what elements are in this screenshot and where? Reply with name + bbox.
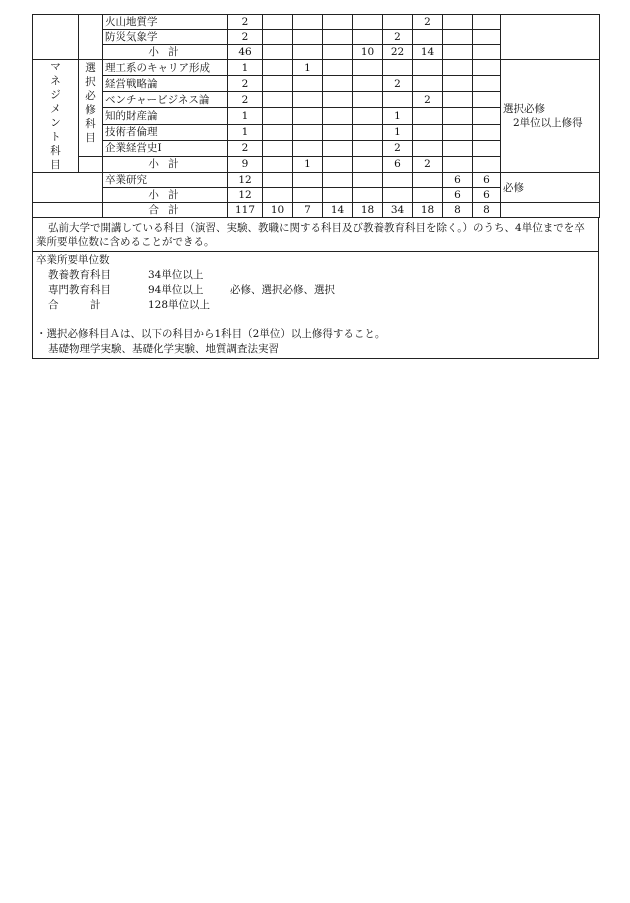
table-row bbox=[33, 60, 600, 76]
credit-cell bbox=[263, 76, 293, 92]
credit-cell: 6 bbox=[443, 173, 473, 188]
credit-cell bbox=[353, 188, 383, 203]
credit-cell: 6 bbox=[473, 173, 501, 188]
credit-cell: 14 bbox=[323, 203, 353, 218]
credit-cell bbox=[353, 92, 383, 108]
requirements-heading: 卒業所要単位数 bbox=[36, 254, 110, 266]
credit-cell bbox=[293, 76, 323, 92]
curriculum-sheet bbox=[32, 14, 599, 359]
credit-cell bbox=[473, 76, 501, 92]
credit-cell: 2 bbox=[413, 156, 443, 172]
subject-name: 防災気象学 bbox=[103, 30, 228, 45]
credit-cell bbox=[323, 140, 353, 156]
total-label: 合 計 bbox=[103, 203, 228, 218]
credit-cell: 117 bbox=[228, 203, 263, 218]
credit-cell bbox=[323, 92, 353, 108]
credit-cell: 34 bbox=[383, 203, 413, 218]
credit-cell bbox=[473, 140, 501, 156]
credit-cell bbox=[353, 156, 383, 172]
credit-cell bbox=[353, 76, 383, 92]
credit-cell bbox=[353, 124, 383, 140]
category-label: マネジメント科目 bbox=[50, 61, 61, 171]
credit-cell bbox=[473, 60, 501, 76]
credit-cell bbox=[323, 45, 353, 60]
credit-cell bbox=[293, 92, 323, 108]
credit-cell bbox=[353, 173, 383, 188]
credit-cell: 2 bbox=[228, 15, 263, 30]
credit-cell bbox=[443, 45, 473, 60]
credit-cell bbox=[473, 156, 501, 172]
credit-cell bbox=[263, 124, 293, 140]
subtotal-label: 小 計 bbox=[103, 156, 228, 172]
category-management bbox=[33, 60, 79, 173]
credit-cell bbox=[263, 140, 293, 156]
credit-cell: 2 bbox=[413, 15, 443, 30]
remark-elective: 選択必修 2単位以上修得 bbox=[501, 60, 600, 173]
credit-cell bbox=[413, 76, 443, 92]
credit-cell bbox=[443, 92, 473, 108]
requirements-box bbox=[32, 252, 599, 359]
credit-cell bbox=[323, 60, 353, 76]
credit-cell: 1 bbox=[293, 156, 323, 172]
credit-cell: 6 bbox=[443, 188, 473, 203]
credit-cell bbox=[293, 30, 323, 45]
credit-cell bbox=[473, 45, 501, 60]
group-cell-cont bbox=[79, 15, 103, 60]
credit-cell: 7 bbox=[293, 203, 323, 218]
credit-cell bbox=[323, 108, 353, 124]
credit-cell: 1 bbox=[383, 108, 413, 124]
remark-required: 必修 bbox=[501, 173, 600, 203]
credit-cell: 1 bbox=[228, 124, 263, 140]
credit-cell bbox=[413, 60, 443, 76]
credit-cell: 18 bbox=[353, 203, 383, 218]
credit-cell bbox=[293, 140, 323, 156]
credit-cell bbox=[473, 30, 501, 45]
credit-cell bbox=[413, 188, 443, 203]
credit-cell: 12 bbox=[228, 188, 263, 203]
subject-name: 理工系のキャリア形成 bbox=[103, 60, 228, 76]
credit-cell: 9 bbox=[228, 156, 263, 172]
credit-cell bbox=[413, 30, 443, 45]
credit-cell bbox=[443, 108, 473, 124]
credit-cell bbox=[383, 173, 413, 188]
notice-box bbox=[32, 218, 599, 252]
credit-cell bbox=[413, 124, 443, 140]
credit-cell bbox=[263, 30, 293, 45]
credit-cell: 8 bbox=[473, 203, 501, 218]
credit-cell: 1 bbox=[228, 60, 263, 76]
credit-cell: 1 bbox=[293, 60, 323, 76]
subject-name: 企業経営史Ⅰ bbox=[103, 140, 228, 156]
credit-cell bbox=[353, 30, 383, 45]
credit-cell: 2 bbox=[228, 92, 263, 108]
credit-cell bbox=[263, 60, 293, 76]
credit-cell bbox=[413, 140, 443, 156]
subject-name: 経営戦略論 bbox=[103, 76, 228, 92]
credit-cell bbox=[383, 92, 413, 108]
req-line-general: 教養教育科目 34単位以上 bbox=[48, 269, 204, 281]
table-row bbox=[33, 173, 600, 188]
subtotal-label: 小 計 bbox=[103, 188, 228, 203]
credit-cell bbox=[353, 60, 383, 76]
credit-cell bbox=[413, 108, 443, 124]
subject-name: 卒業研究 bbox=[103, 173, 228, 188]
credit-cell bbox=[323, 156, 353, 172]
credit-cell bbox=[443, 156, 473, 172]
credit-cell bbox=[263, 156, 293, 172]
credit-cell bbox=[353, 140, 383, 156]
credit-cell bbox=[293, 188, 323, 203]
credit-cell: 46 bbox=[228, 45, 263, 60]
credit-cell bbox=[293, 124, 323, 140]
credit-cell: 8 bbox=[443, 203, 473, 218]
credit-cell: 2 bbox=[413, 92, 443, 108]
credit-cell: 6 bbox=[383, 156, 413, 172]
credit-cell bbox=[323, 15, 353, 30]
credit-cell bbox=[263, 173, 293, 188]
credit-cell bbox=[473, 15, 501, 30]
credit-cell bbox=[263, 108, 293, 124]
credit-cell: 14 bbox=[413, 45, 443, 60]
credit-cell: 2 bbox=[383, 30, 413, 45]
credit-cell bbox=[293, 15, 323, 30]
group-elective bbox=[79, 60, 103, 157]
credit-cell: 22 bbox=[383, 45, 413, 60]
table-row bbox=[33, 15, 600, 30]
credit-cell bbox=[473, 108, 501, 124]
remark-cell-cont bbox=[501, 15, 600, 60]
elective-bullet-detail: 基礎物理学実験、基礎化学実験、地質調査法実習 bbox=[48, 343, 279, 355]
subtotal-label: 小 計 bbox=[103, 45, 228, 60]
credit-cell bbox=[263, 92, 293, 108]
credit-cell bbox=[383, 15, 413, 30]
credit-cell: 6 bbox=[473, 188, 501, 203]
credit-cell bbox=[443, 140, 473, 156]
credit-cell bbox=[323, 173, 353, 188]
credit-cell: 2 bbox=[228, 140, 263, 156]
credit-cell: 2 bbox=[383, 76, 413, 92]
group-label: 選択必修科目 bbox=[85, 62, 96, 144]
credit-cell bbox=[413, 173, 443, 188]
credit-table bbox=[32, 14, 600, 218]
credit-cell: 10 bbox=[353, 45, 383, 60]
category-graduation bbox=[33, 173, 103, 203]
credit-cell bbox=[383, 60, 413, 76]
credit-cell bbox=[473, 92, 501, 108]
credit-cell bbox=[263, 15, 293, 30]
credit-cell bbox=[473, 124, 501, 140]
credit-cell bbox=[263, 45, 293, 60]
notice-text: 弘前大学で開講している科目（演習、実験、教職に関する科目及び教養教育科目を除く。）のうち、4単位までを卒業所要単位数に含めることができる。 bbox=[36, 222, 585, 248]
total-remark bbox=[501, 203, 600, 218]
credit-cell: 2 bbox=[383, 140, 413, 156]
credit-cell: 2 bbox=[228, 30, 263, 45]
req-line-total: 合 計 128単位以上 bbox=[48, 299, 211, 311]
credit-cell bbox=[293, 108, 323, 124]
credit-cell: 10 bbox=[263, 203, 293, 218]
credit-cell: 12 bbox=[228, 173, 263, 188]
credit-cell bbox=[323, 76, 353, 92]
credit-cell bbox=[353, 108, 383, 124]
subject-name: ベンチャービジネス論 bbox=[103, 92, 228, 108]
credit-cell bbox=[383, 188, 413, 203]
req-line-specialized: 専門教育科目 94単位以上 必修、選択必修、選択 bbox=[48, 284, 335, 296]
credit-cell bbox=[323, 124, 353, 140]
total-row bbox=[33, 203, 600, 218]
subject-name: 知的財産論 bbox=[103, 108, 228, 124]
spacer bbox=[36, 313, 595, 327]
credit-cell bbox=[443, 60, 473, 76]
credit-cell bbox=[323, 188, 353, 203]
total-blank bbox=[33, 203, 103, 218]
credit-cell: 1 bbox=[228, 108, 263, 124]
credit-cell bbox=[443, 15, 473, 30]
credit-cell: 18 bbox=[413, 203, 443, 218]
subject-name: 技術者倫理 bbox=[103, 124, 228, 140]
credit-cell bbox=[293, 45, 323, 60]
credit-cell bbox=[353, 15, 383, 30]
credit-cell bbox=[323, 30, 353, 45]
credit-cell bbox=[293, 173, 323, 188]
credit-cell bbox=[443, 76, 473, 92]
credit-cell bbox=[263, 188, 293, 203]
category-cell-cont bbox=[33, 15, 79, 60]
subject-name: 火山地質学 bbox=[103, 15, 228, 30]
credit-cell: 2 bbox=[228, 76, 263, 92]
credit-cell bbox=[443, 124, 473, 140]
credit-cell: 1 bbox=[383, 124, 413, 140]
credit-cell bbox=[443, 30, 473, 45]
group-blank bbox=[79, 156, 103, 172]
elective-bullet: ・選択必修科目Ａは、以下の科目から1科目（2単位）以上修得すること。 bbox=[36, 328, 386, 340]
